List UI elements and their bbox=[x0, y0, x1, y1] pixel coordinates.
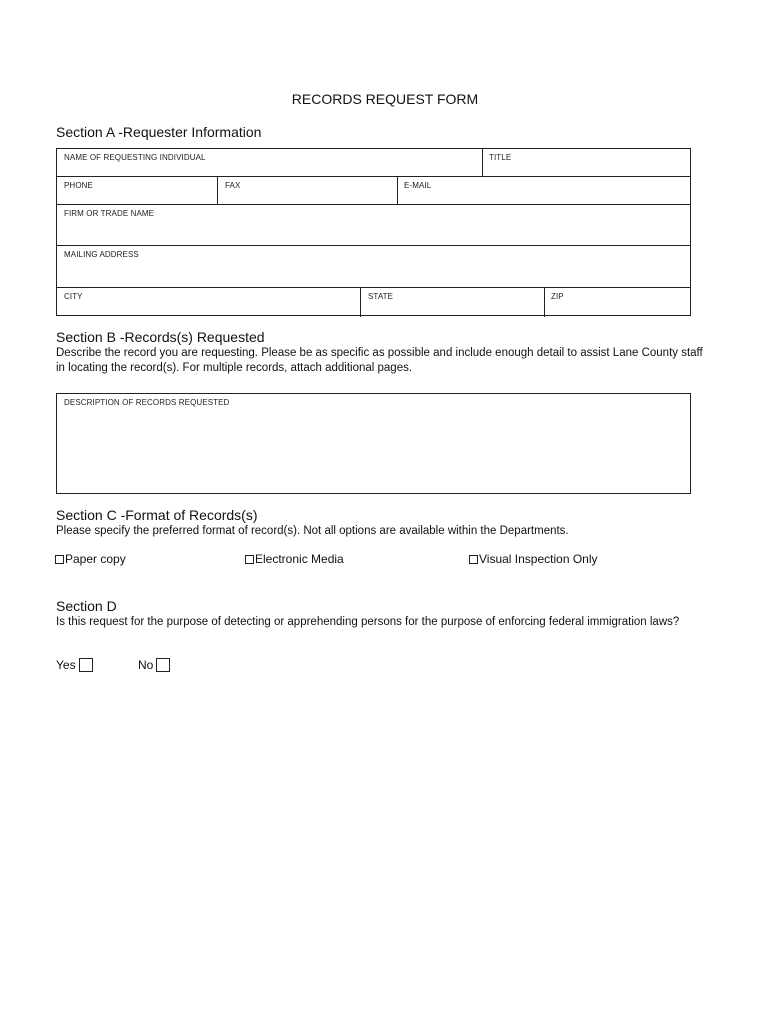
cell-divider bbox=[482, 149, 483, 176]
mailing-address-field-label: MAILING ADDRESS bbox=[64, 250, 139, 259]
no-checkbox[interactable] bbox=[156, 658, 170, 672]
zip-field-label: ZIP bbox=[551, 292, 564, 301]
city-field-label: CITY bbox=[64, 292, 83, 301]
no-option[interactable] bbox=[138, 658, 170, 672]
row-divider bbox=[57, 287, 690, 288]
section-d-heading: Section D bbox=[56, 598, 117, 614]
paper-copy-option[interactable] bbox=[55, 552, 126, 566]
section-a-heading: Section A -Requester Information bbox=[56, 124, 262, 140]
cell-divider bbox=[360, 287, 361, 317]
section-b-heading: Section B -Records(s) Requested bbox=[56, 329, 265, 345]
section-d-question: Is this request for the purpose of detecting or apprehending persons for the purpose of enforcing federal immigration laws? bbox=[56, 616, 680, 628]
section-c-instructions: Please specify the preferred format of record(s). Not all options are available within the Departments. bbox=[56, 525, 569, 537]
cell-divider bbox=[544, 287, 545, 317]
checkbox-icon[interactable] bbox=[55, 555, 64, 564]
checkbox-icon[interactable] bbox=[469, 555, 478, 564]
visual-inspection-option[interactable] bbox=[469, 552, 598, 566]
yes-option[interactable] bbox=[56, 658, 93, 672]
fax-field-label: FAX bbox=[225, 181, 241, 190]
row-divider bbox=[57, 245, 690, 246]
row-divider bbox=[57, 176, 690, 177]
yes-label: Yes bbox=[56, 658, 76, 672]
paper-copy-label: Paper copy bbox=[65, 552, 126, 566]
title-field-label: TITLE bbox=[489, 153, 512, 162]
yes-checkbox[interactable] bbox=[79, 658, 93, 672]
cell-divider bbox=[217, 176, 218, 204]
description-field-label: DESCRIPTION OF RECORDS REQUESTED bbox=[64, 398, 230, 407]
visual-inspection-label: Visual Inspection Only bbox=[479, 552, 598, 566]
section-c-heading: Section C -Format of Records(s) bbox=[56, 507, 258, 523]
name-field-label: NAME OF REQUESTING INDIVIDUAL bbox=[64, 153, 206, 162]
no-label: No bbox=[138, 658, 154, 672]
email-field-label: E-MAIL bbox=[404, 181, 432, 190]
section-b-instructions: Describe the record you are requesting. Please be as specific as possible and include enough detail to assist Lane County staff in locating the record(s). For multiple records, attach additional pages. bbox=[56, 347, 703, 374]
cell-divider bbox=[397, 176, 398, 204]
description-box[interactable] bbox=[56, 393, 691, 494]
electronic-media-label: Electronic Media bbox=[255, 552, 344, 566]
form-title: RECORDS REQUEST FORM bbox=[291, 91, 479, 107]
electronic-media-option[interactable] bbox=[245, 552, 344, 566]
phone-field-label: PHONE bbox=[64, 181, 93, 190]
firm-field-label: FIRM OR TRADE NAME bbox=[64, 209, 155, 218]
row-divider bbox=[57, 204, 690, 205]
state-field-label: STATE bbox=[368, 292, 394, 301]
checkbox-icon[interactable] bbox=[245, 555, 254, 564]
requester-info-table bbox=[56, 148, 691, 316]
